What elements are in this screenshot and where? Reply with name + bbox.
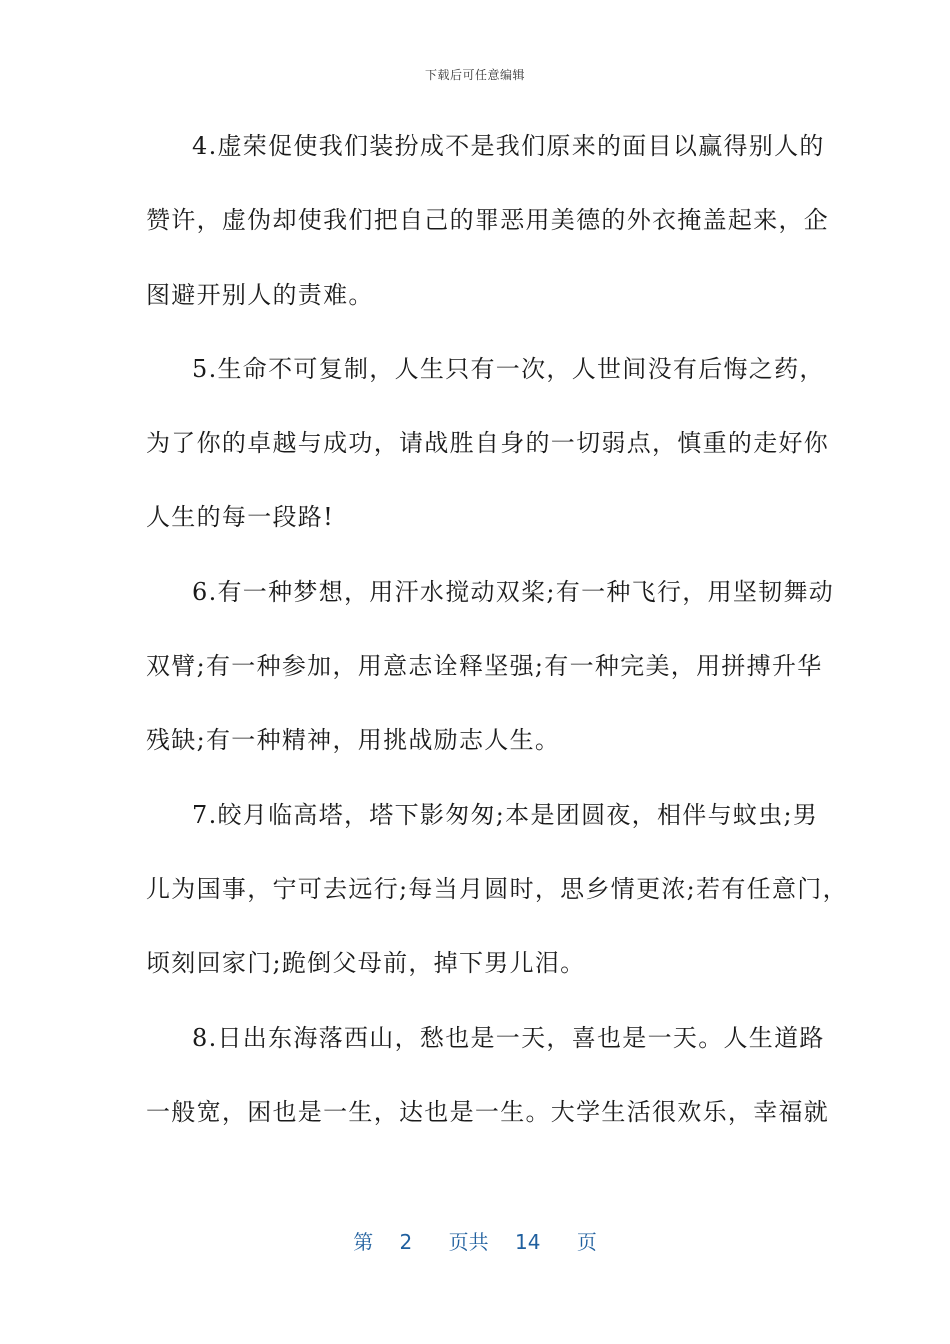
- paragraph-4: [146, 122, 830, 345]
- paragraph-line: 赞许，虚伪却使我们把自己的罪恶用美德的外衣掩盖起来，企: [146, 206, 830, 235]
- paragraph-line: 7.皎月临高塔，塔下影匆匆;本是团圆夜，相伴与蚊虫;男: [192, 800, 819, 829]
- paragraph-8: [146, 1014, 830, 1163]
- paragraph-line: 顷刻回家门;跪倒父母前，掉下男儿泪。: [146, 949, 586, 978]
- footer-suffix: 页: [576, 1230, 597, 1254]
- paragraph-line: 5.生命不可复制，人生只有一次，人世间没有后悔之药，: [192, 354, 825, 383]
- paragraph-5: [146, 345, 830, 568]
- paragraph-line: 8.日出东海落西山，愁也是一天，喜也是一天。人生道路: [192, 1023, 825, 1052]
- paragraph-line: 人生的每一段路!: [146, 503, 335, 532]
- paragraph-line: 一般宽，困也是一生，达也是一生。大学生活很欢乐，幸福就: [146, 1097, 830, 1126]
- paragraph-line: 6.有一种梦想，用汗水搅动双桨;有一种飞行，用坚韧舞动: [192, 577, 835, 606]
- paragraph-6: [146, 568, 835, 791]
- footer-total-pages: 14: [515, 1230, 541, 1254]
- footer-middle: 页共: [448, 1230, 489, 1254]
- paragraph-line: 儿为国事，宁可去远行;每当月圆时，思乡情更浓;若有任意门，: [146, 874, 848, 903]
- footer-prefix: 第: [353, 1230, 374, 1254]
- paragraph-line: 为了你的卓越与成功，请战胜自身的一切弱点，慎重的走好你: [146, 429, 830, 458]
- footer-page-number: 2: [399, 1230, 413, 1254]
- page-footer: [0, 1226, 950, 1255]
- paragraph-line: 双臂;有一种参加，用意志诠释坚强;有一种完美，用拼搏升华: [146, 652, 823, 681]
- document-body: [146, 122, 848, 1162]
- paragraph-line: 残缺;有一种精神，用挑战励志人生。: [146, 726, 561, 755]
- paragraph-line: 图避开别人的责难。: [146, 280, 374, 309]
- paragraph-line: 4.虚荣促使我们装扮成不是我们原来的面目以赢得别人的: [192, 132, 825, 160]
- page-header: 下载后可任意编辑: [424, 68, 525, 82]
- paragraph-7: [146, 791, 848, 1014]
